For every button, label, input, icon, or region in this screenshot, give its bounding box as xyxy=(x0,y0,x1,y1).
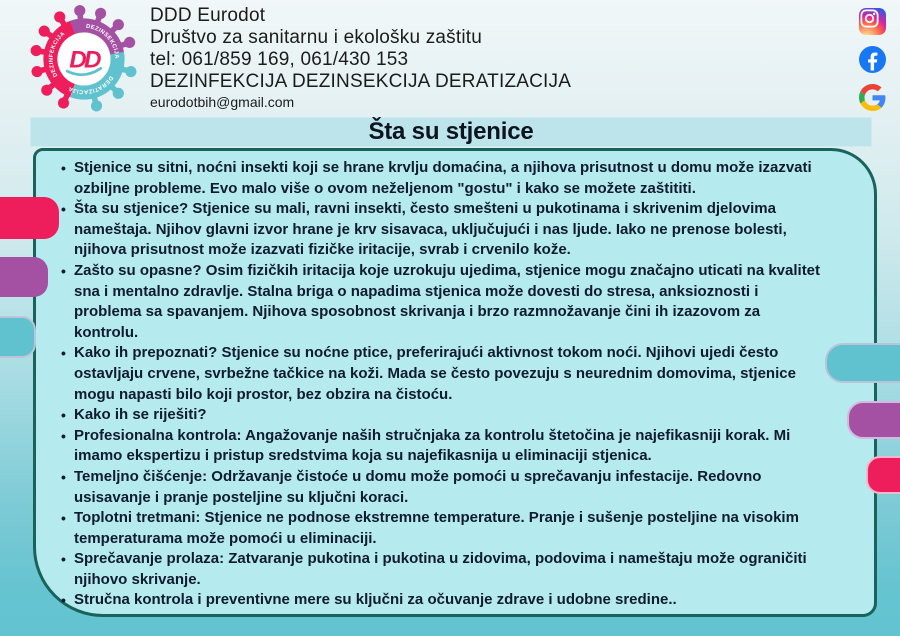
bullet-text: • Kako ih se riješiti? xyxy=(74,406,207,424)
right-tab-teal xyxy=(825,343,900,383)
company-phone: tel: 061/859 169, 061/430 153 xyxy=(150,49,409,70)
bullet-text: • Šta su stjenice? Stjenice su mali, ravni insekti, često smešteni u pukotinama i skrivenim djelovima nameštaja. Njihov glavni izvor hrane je krv sisavaca, uključujući i nas ljude. Iako ne prenose bolesti, njihova prisutnost može izazvati fizičke iritacije, svrab i crvenilo kože. xyxy=(74,200,787,259)
bullet-text: • Profesionalna kontrola: Angažovanje naših stručnjaka za kontrolu štetočina je najefikasniji korak. Mi imamo ekspertizu i pristup sredstvima koja su najefikasnija u eliminaciji stjenica. xyxy=(74,426,791,465)
list-item xyxy=(57,549,828,590)
left-tab-pink xyxy=(0,197,59,239)
list-item xyxy=(57,426,828,467)
list-item xyxy=(57,467,828,508)
bullet-text: • Zašto su opasne? Osim fizičkih iritacija koje uzrokuju ujedima, stjenice mogu značajno uticati na kvalitet sna i mentalno zdravlje. Stalna briga o napadima stjenica može dovesti do stresa, anksioznosti i problema sa spavanjem. Njihova sposobnost skrivanja i brzo razmnožavanje čini ih izazovom za kontrolu. xyxy=(74,261,821,341)
list-item xyxy=(57,261,828,343)
right-tab-pink xyxy=(866,456,900,494)
logo-ring-label-dezinfekcija: DEZINFEKCIJA xyxy=(48,30,67,78)
bullet-text: • Stjenice su sitni, noćni insekti koji se hrane krvlju domaćina, a njihova prisutnost u domu može izazvati ozbiljne probleme. Evo malo više o ovom neželjenom "gostu" i kako se možete zaštititi. xyxy=(74,159,812,197)
bullet-text: • Temeljno čišćenje: Održavanje čistoće u domu može pomoći u sprečavanju infestacije. Redovno usisavanje i pranje posteljine su ključni koraci. xyxy=(74,467,762,506)
list-item xyxy=(57,508,828,549)
page-title: Šta su stjenice xyxy=(368,118,534,145)
company-info xyxy=(150,5,571,111)
bullet-text: • Toplotni tretmani: Stjenice ne podnose ekstremne temperature. Pranje i sušenje posteljine na visokim temperaturama može pomoći u eliminaciji. xyxy=(74,509,799,547)
left-tab-purple xyxy=(0,257,48,297)
list-item xyxy=(57,158,828,199)
left-tab-teal xyxy=(0,316,36,358)
company-services: DEZINFEKCIJA DEZINSEKCIJA DERATIZACIJA xyxy=(150,71,572,92)
company-logo-germ-icon xyxy=(28,2,140,116)
company-name: DDD Eurodot xyxy=(150,5,266,26)
social-links xyxy=(859,8,886,111)
content-box xyxy=(33,148,877,617)
bullet-text: • Sprečavanje prolaza: Zatvaranje pukotina i pukotina u zidovima, podovima i nameštaju može ograničiti njihovo skrivanje. xyxy=(74,550,807,588)
instagram-icon[interactable] xyxy=(859,8,886,35)
right-tab-purple xyxy=(847,401,900,439)
logo-monogram: DD xyxy=(69,46,99,74)
logo-ring-label-deratizacija: DERATIZACIJA xyxy=(67,74,114,95)
facebook-icon[interactable] xyxy=(859,46,886,73)
company-email: eurodotbih@gmail.com xyxy=(150,94,295,110)
header xyxy=(0,0,900,114)
list-item xyxy=(57,590,828,611)
list-item xyxy=(57,405,828,426)
bullet-text: • Kako ih prepoznati? Stjenice su noćne ptice, preferirajući aktivnost tokom noći. Njihovi ujedi često ostavljaju crvene, svrbežne tačkice na koži. Mada se često povezuju s neurednim domovima, stjenice mogu napasti bilo koji prostor, bez obzira na čistoću. xyxy=(74,344,796,403)
google-icon[interactable] xyxy=(859,84,886,111)
logo-ring-label-dezinsekcija: DEZINSEKCIJA xyxy=(85,23,120,60)
list-item xyxy=(57,343,828,405)
company-tagline: Društvo za sanitarnu i ekološku zaštitu xyxy=(150,27,483,48)
list-item xyxy=(57,199,828,261)
title-bar xyxy=(30,117,872,147)
bullet-text: • Stručna kontrola i preventivne mere su ključni za očuvanje zdrave i udobne sredine.. xyxy=(74,591,677,609)
bullet-list xyxy=(57,158,828,611)
